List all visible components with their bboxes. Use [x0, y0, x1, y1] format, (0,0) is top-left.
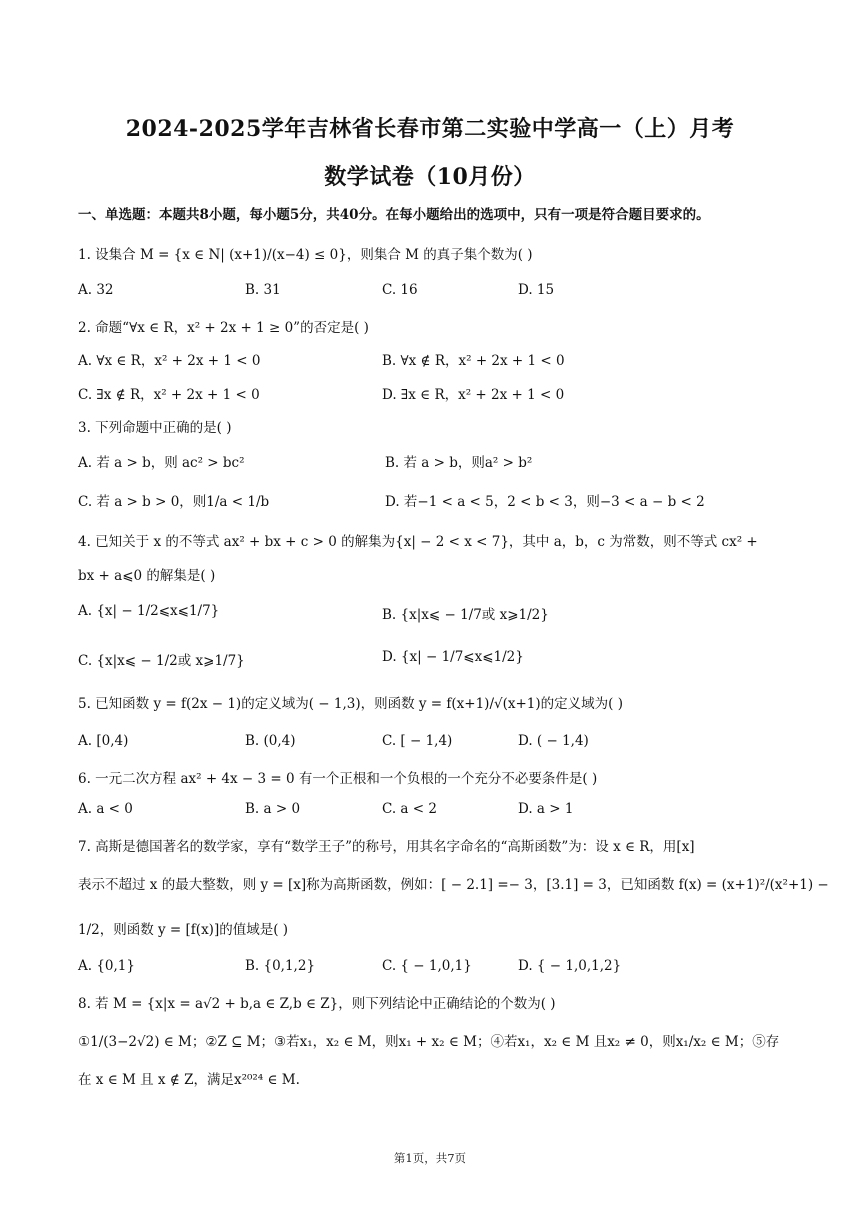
question-7-stem-line3: 1/2，则函数 y = [f(x)]的值域是( ) — [78, 922, 289, 938]
q7-option-a: A. {0,1} — [78, 958, 135, 974]
q7-option-c: C. { − 1,0,1} — [382, 958, 472, 974]
exam-title-line1: 2024-2025学年吉林省长春市第二实验中学高一（上）月考 — [125, 116, 735, 142]
q4-option-d: D. {x| − 1/7⩽x⩽1/2} — [382, 649, 524, 665]
exam-title-line2: 数学试卷（10月份） — [324, 164, 536, 190]
q4-option-b: B. {x|x⩽ − 1/7或 x⩾1/2} — [382, 607, 549, 623]
q1-option-d: D. 15 — [518, 282, 555, 298]
q6-option-d: D. a > 1 — [518, 801, 574, 817]
q3-option-c: C. 若 a > b > 0，则1/a < 1/b — [78, 494, 270, 510]
q7-option-b: B. {0,1,2} — [245, 958, 316, 974]
question-5-stem: 5. 已知函数 y = f(2x − 1)的定义域为( − 1,3)，则函数 y = f(x+1)/√(x+1)的定义域为( ) — [78, 696, 623, 712]
question-7-stem-line1: 7. 高斯是德国著名的数学家，享有“数学王子”的称号，用其名字命名的“高斯函数”为：设 x ∈ R，用[x] — [78, 839, 695, 855]
q3-option-a: A. 若 a > b，则 ac² > bc² — [78, 455, 245, 471]
question-6-stem: 6. 一元二次方程 ax² + 4x − 3 = 0 有一个正根和一个负根的一个充分不必要条件是( ) — [78, 771, 598, 787]
q2-option-c: C. ∃x ∉ R，x² + 2x + 1 < 0 — [78, 387, 260, 403]
q6-option-c: C. a < 2 — [382, 801, 437, 817]
q6-option-b: B. a > 0 — [245, 801, 301, 817]
q5-option-d: D. ( − 1,4) — [518, 733, 589, 749]
question-7-stem-line2: 表示不超过 x 的最大整数，则 y = [x]称为高斯函数，例如：[ − 2.1] =− 3，[3.1] = 3，已知函数 f(x) = (x+1)²/(x²+1) − — [78, 877, 829, 893]
question-4-stem-line2: bx + a⩽0 的解集是( ) — [78, 568, 216, 584]
q5-option-a: A. [0,4) — [78, 733, 129, 749]
q4-option-c: C. {x|x⩽ − 1/2或 x⩾1/7} — [78, 653, 245, 669]
q2-option-d: D. ∃x ∈ R，x² + 2x + 1 < 0 — [382, 387, 565, 403]
q1-option-a: A. 32 — [78, 282, 114, 298]
q3-option-d: D. 若−1 < a < 5，2 < b < 3，则−3 < a − b < 2 — [385, 494, 705, 510]
q5-option-c: C. [ − 1,4) — [382, 733, 453, 749]
q7-option-d: D. { − 1,0,1,2} — [518, 958, 622, 974]
question-1-stem: 1. 设集合 M = {x ∈ N| (x+1)/(x−4) ≤ 0}，则集合 M 的真子集个数为( ) — [78, 247, 533, 263]
question-8-statements-line1: ①1/(3−2√2) ∈ M；②Z ⊆ M；③若x₁，x₂ ∈ M，则x₁ + x₂ ∈ M；④若x₁，x₂ ∈ M 且x₂ ≠ 0，则x₁/x₂ ∈ M；⑤存 — [78, 1034, 780, 1050]
section-heading: 一、单选题：本题共8小题，每小题5分，共40分。在每小题给出的选项中，只有一项是符合题目要求的。 — [78, 207, 710, 223]
q4-option-a: A. {x| − 1/2⩽x⩽1/7} — [78, 603, 220, 619]
question-2-stem: 2. 命题“∀x ∈ R，x² + 2x + 1 ≥ 0”的否定是( ) — [78, 320, 369, 336]
q3-option-b: B. 若 a > b，则a² > b² — [385, 455, 533, 471]
question-3-stem: 3. 下列命题中正确的是( ) — [78, 420, 232, 436]
q6-option-a: A. a < 0 — [78, 801, 133, 817]
q5-option-b: B. (0,4) — [245, 733, 296, 749]
q1-option-c: C. 16 — [382, 282, 418, 298]
question-8-statements-line2: 在 x ∈ M 且 x ∉ Z，满足x²⁰²⁴ ∈ M. — [78, 1072, 300, 1088]
question-8-stem: 8. 若 M = {x|x = a√2 + b,a ∈ Z,b ∈ Z}，则下列结论中正确结论的个数为( ) — [78, 996, 556, 1012]
question-4-stem-line1: 4. 已知关于 x 的不等式 ax² + bx + c > 0 的解集为{x| − 2 < x < 7}，其中 a，b，c 为常数，则不等式 cx² + — [78, 534, 758, 550]
q2-option-b: B. ∀x ∉ R，x² + 2x + 1 < 0 — [382, 353, 565, 369]
page-footer: 第1页，共7页 — [393, 1151, 467, 1165]
q2-option-a: A. ∀x ∈ R，x² + 2x + 1 < 0 — [78, 353, 261, 369]
q1-option-b: B. 31 — [245, 282, 281, 298]
